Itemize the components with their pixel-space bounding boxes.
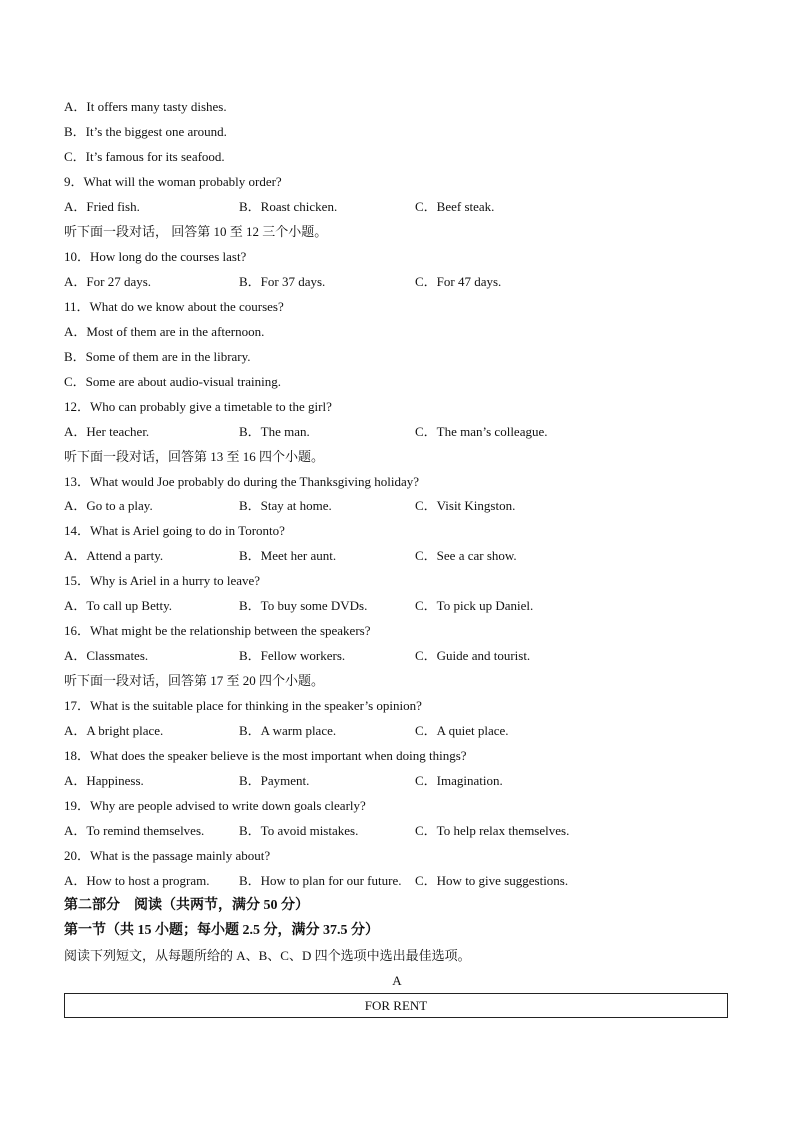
q15-option-a: A．To call up Betty.	[64, 598, 173, 613]
q20-question: 20．What is the passage mainly about?	[64, 848, 271, 863]
q20-options	[64, 871, 734, 891]
q9-option-a: A．Fried fish.	[64, 199, 140, 214]
q9-question: 9．What will the woman probably order?	[64, 174, 282, 189]
for-rent-title-box: FOR RENT	[64, 993, 728, 1018]
q13-option-c: C．Visit Kingston.	[415, 498, 516, 513]
q12-option-b: B．The man.	[239, 424, 310, 439]
q8-option-b: B．It’s the biggest one around.	[64, 124, 227, 139]
q16-option-a: A．Classmates.	[64, 648, 149, 663]
q17-option-a: A．A bright place.	[64, 723, 164, 738]
q13-question: 13．What would Joe probably do during the Thanksgiving holiday?	[64, 474, 420, 489]
q15-option-b: B．To buy some DVDs.	[239, 598, 368, 613]
q14-question: 14．What is Ariel going to do in Toronto?	[64, 523, 285, 538]
q18-option-a: A．Happiness.	[64, 773, 144, 788]
q17-option-b: B．A warm place.	[239, 723, 337, 738]
q20-option-b: B．How to plan for our future.	[239, 873, 402, 888]
q10-option-c: C．For 47 days.	[415, 274, 502, 289]
q19-option-b: B．To avoid mistakes.	[239, 823, 359, 838]
q13-option-b: B．Stay at home.	[239, 498, 332, 513]
q14-option-b: B．Meet her aunt.	[239, 548, 337, 563]
q19-question: 19．Why are people advised to write down goals clearly?	[64, 798, 366, 813]
q10-options	[64, 272, 734, 292]
q13-option-a: A．Go to a play.	[64, 498, 153, 513]
q15-question: 15．Why is Ariel in a hurry to leave?	[64, 573, 261, 588]
q16-options	[64, 646, 734, 666]
q16-option-c: C．Guide and tourist.	[415, 648, 531, 663]
q20-option-a: A．How to host a program.	[64, 873, 210, 888]
q15-options	[64, 596, 734, 616]
q12-options	[64, 422, 734, 442]
q11-option-a: A．Most of them are in the afternoon.	[64, 324, 265, 339]
q18-option-c: C．Imagination.	[415, 773, 503, 788]
instruction-13-16: 听下面一段对话，回答第 13 至 16 四个小题。	[64, 449, 325, 464]
q12-option-c: C．The man’s colleague.	[415, 424, 548, 439]
q8-option-c: C．It’s famous for its seafood.	[64, 149, 225, 164]
q9-option-b: B．Roast chicken.	[239, 199, 338, 214]
q11-question: 11．What do we know about the courses?	[64, 299, 284, 314]
q15-option-c: C．To pick up Daniel.	[415, 598, 534, 613]
q19-option-c: C．To help relax themselves.	[415, 823, 570, 838]
q10-question: 10．How long do the courses last?	[64, 249, 247, 264]
q11-option-b: B．Some of them are in the library.	[64, 349, 251, 364]
q14-options	[64, 546, 734, 566]
q10-option-a: A．For 27 days.	[64, 274, 152, 289]
q13-options	[64, 496, 734, 516]
q17-options	[64, 721, 734, 741]
q11-option-c: C．Some are about audio-visual training.	[64, 374, 281, 389]
q16-option-b: B．Fellow workers.	[239, 648, 346, 663]
q8-option-a: A．It offers many tasty dishes.	[64, 99, 227, 114]
q19-options	[64, 821, 734, 841]
q20-option-c: C．How to give suggestions.	[415, 873, 569, 888]
q19-option-a: A．To remind themselves.	[64, 823, 205, 838]
q18-question: 18．What does the speaker believe is the most important when doing things?	[64, 748, 467, 763]
passage-label-a: A	[392, 973, 402, 988]
q12-question: 12．Who can probably give a timetable to the girl?	[64, 399, 332, 414]
q9-option-c: C．Beef steak.	[415, 199, 495, 214]
section-one-heading: 第一节（共 15 小题；每小题 2.5 分，满分 37.5 分）	[64, 923, 379, 938]
q9-options	[64, 197, 734, 217]
q14-option-c: C．See a car show.	[415, 548, 517, 563]
part-two-heading: 第二部分 阅读（共两节，满分 50 分）	[64, 898, 309, 913]
q16-question: 16．What might be the relationship between the speakers?	[64, 623, 371, 638]
instruction-17-20: 听下面一段对话，回答第 17 至 20 四个小题。	[64, 673, 325, 688]
q10-option-b: B．For 37 days.	[239, 274, 326, 289]
reading-instruction: 阅读下列短文，从每题所给的 A、B、C、D 四个选项中选出最佳选项。	[64, 948, 471, 963]
instruction-10-12: 听下面一段对话， 回答第 10 至 12 三个小题。	[64, 224, 328, 239]
q18-options	[64, 771, 734, 791]
q12-option-a: A．Her teacher.	[64, 424, 150, 439]
q18-option-b: B．Payment.	[239, 773, 310, 788]
q17-question: 17．What is the suitable place for thinking in the speaker’s opinion?	[64, 698, 422, 713]
q17-option-c: C．A quiet place.	[415, 723, 509, 738]
q14-option-a: A．Attend a party.	[64, 548, 164, 563]
